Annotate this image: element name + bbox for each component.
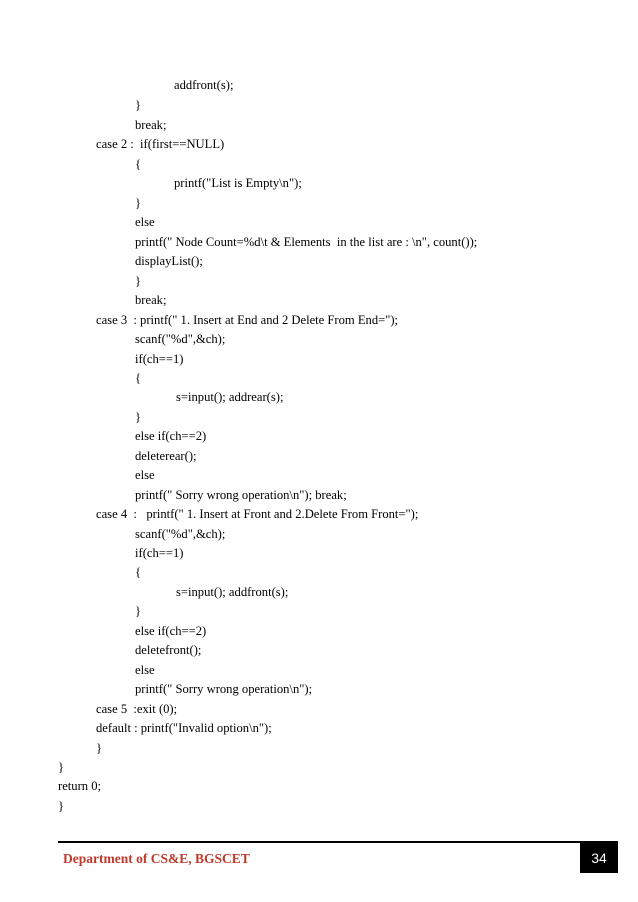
code-line: case 4 : printf(" 1. Insert at Front and 2.Delete From Front="); [96,507,419,521]
code-line: } [58,799,65,813]
code-line: } [135,196,142,210]
code-line: else [135,663,155,677]
code-line: scanf("%d",&ch); [135,332,226,346]
code-line: } [96,741,103,755]
code-line: else if(ch==2) [135,429,207,443]
code-line: return 0; [58,779,102,793]
code-line: else if(ch==2) [135,624,207,638]
page-number: 34 [591,850,607,866]
code-line: break; [135,293,167,307]
code-line: printf(" Node Count=%d\t & Elements in the list are : \n", count()); [135,235,478,249]
code-line: case 2 : if(first==NULL) [96,137,225,151]
code-line: } [135,98,142,112]
code-line: printf(" Sorry wrong operation\n"); break; [135,488,347,502]
page-number-badge [580,843,618,873]
code-line: case 5 :exit (0); [96,702,178,716]
code-line: else [135,215,155,229]
code-line: default : printf("Invalid option\n"); [96,721,272,735]
code-line: printf(" Sorry wrong operation\n"); [135,682,313,696]
code-line: displayList(); [135,254,203,268]
code-line: } [58,760,65,774]
code-line: deleterear(); [135,449,197,463]
code-line: } [135,410,142,424]
code-line: { [135,157,142,171]
footer-department: Department of CS&E, BGSCET [63,851,250,866]
code-line: if(ch==1) [135,546,184,560]
code-line: printf("List is Empty\n"); [174,176,302,190]
code-line: } [135,604,142,618]
code-line: case 3 : printf(" 1. Insert at End and 2 Delete From End="); [96,313,399,327]
footer-divider [58,841,618,843]
code-line: { [135,371,142,385]
code-line: addfront(s); [174,78,234,92]
code-line: s=input(); addfront(s); [176,585,289,599]
code-line: { [135,565,142,579]
code-line: deletefront(); [135,643,202,657]
code-line: s=input(); addrear(s); [176,390,284,404]
code-line: break; [135,118,167,132]
code-line: scanf("%d",&ch); [135,527,226,541]
code-line: if(ch==1) [135,352,184,366]
code-line: } [135,274,142,288]
code-line: else [135,468,155,482]
